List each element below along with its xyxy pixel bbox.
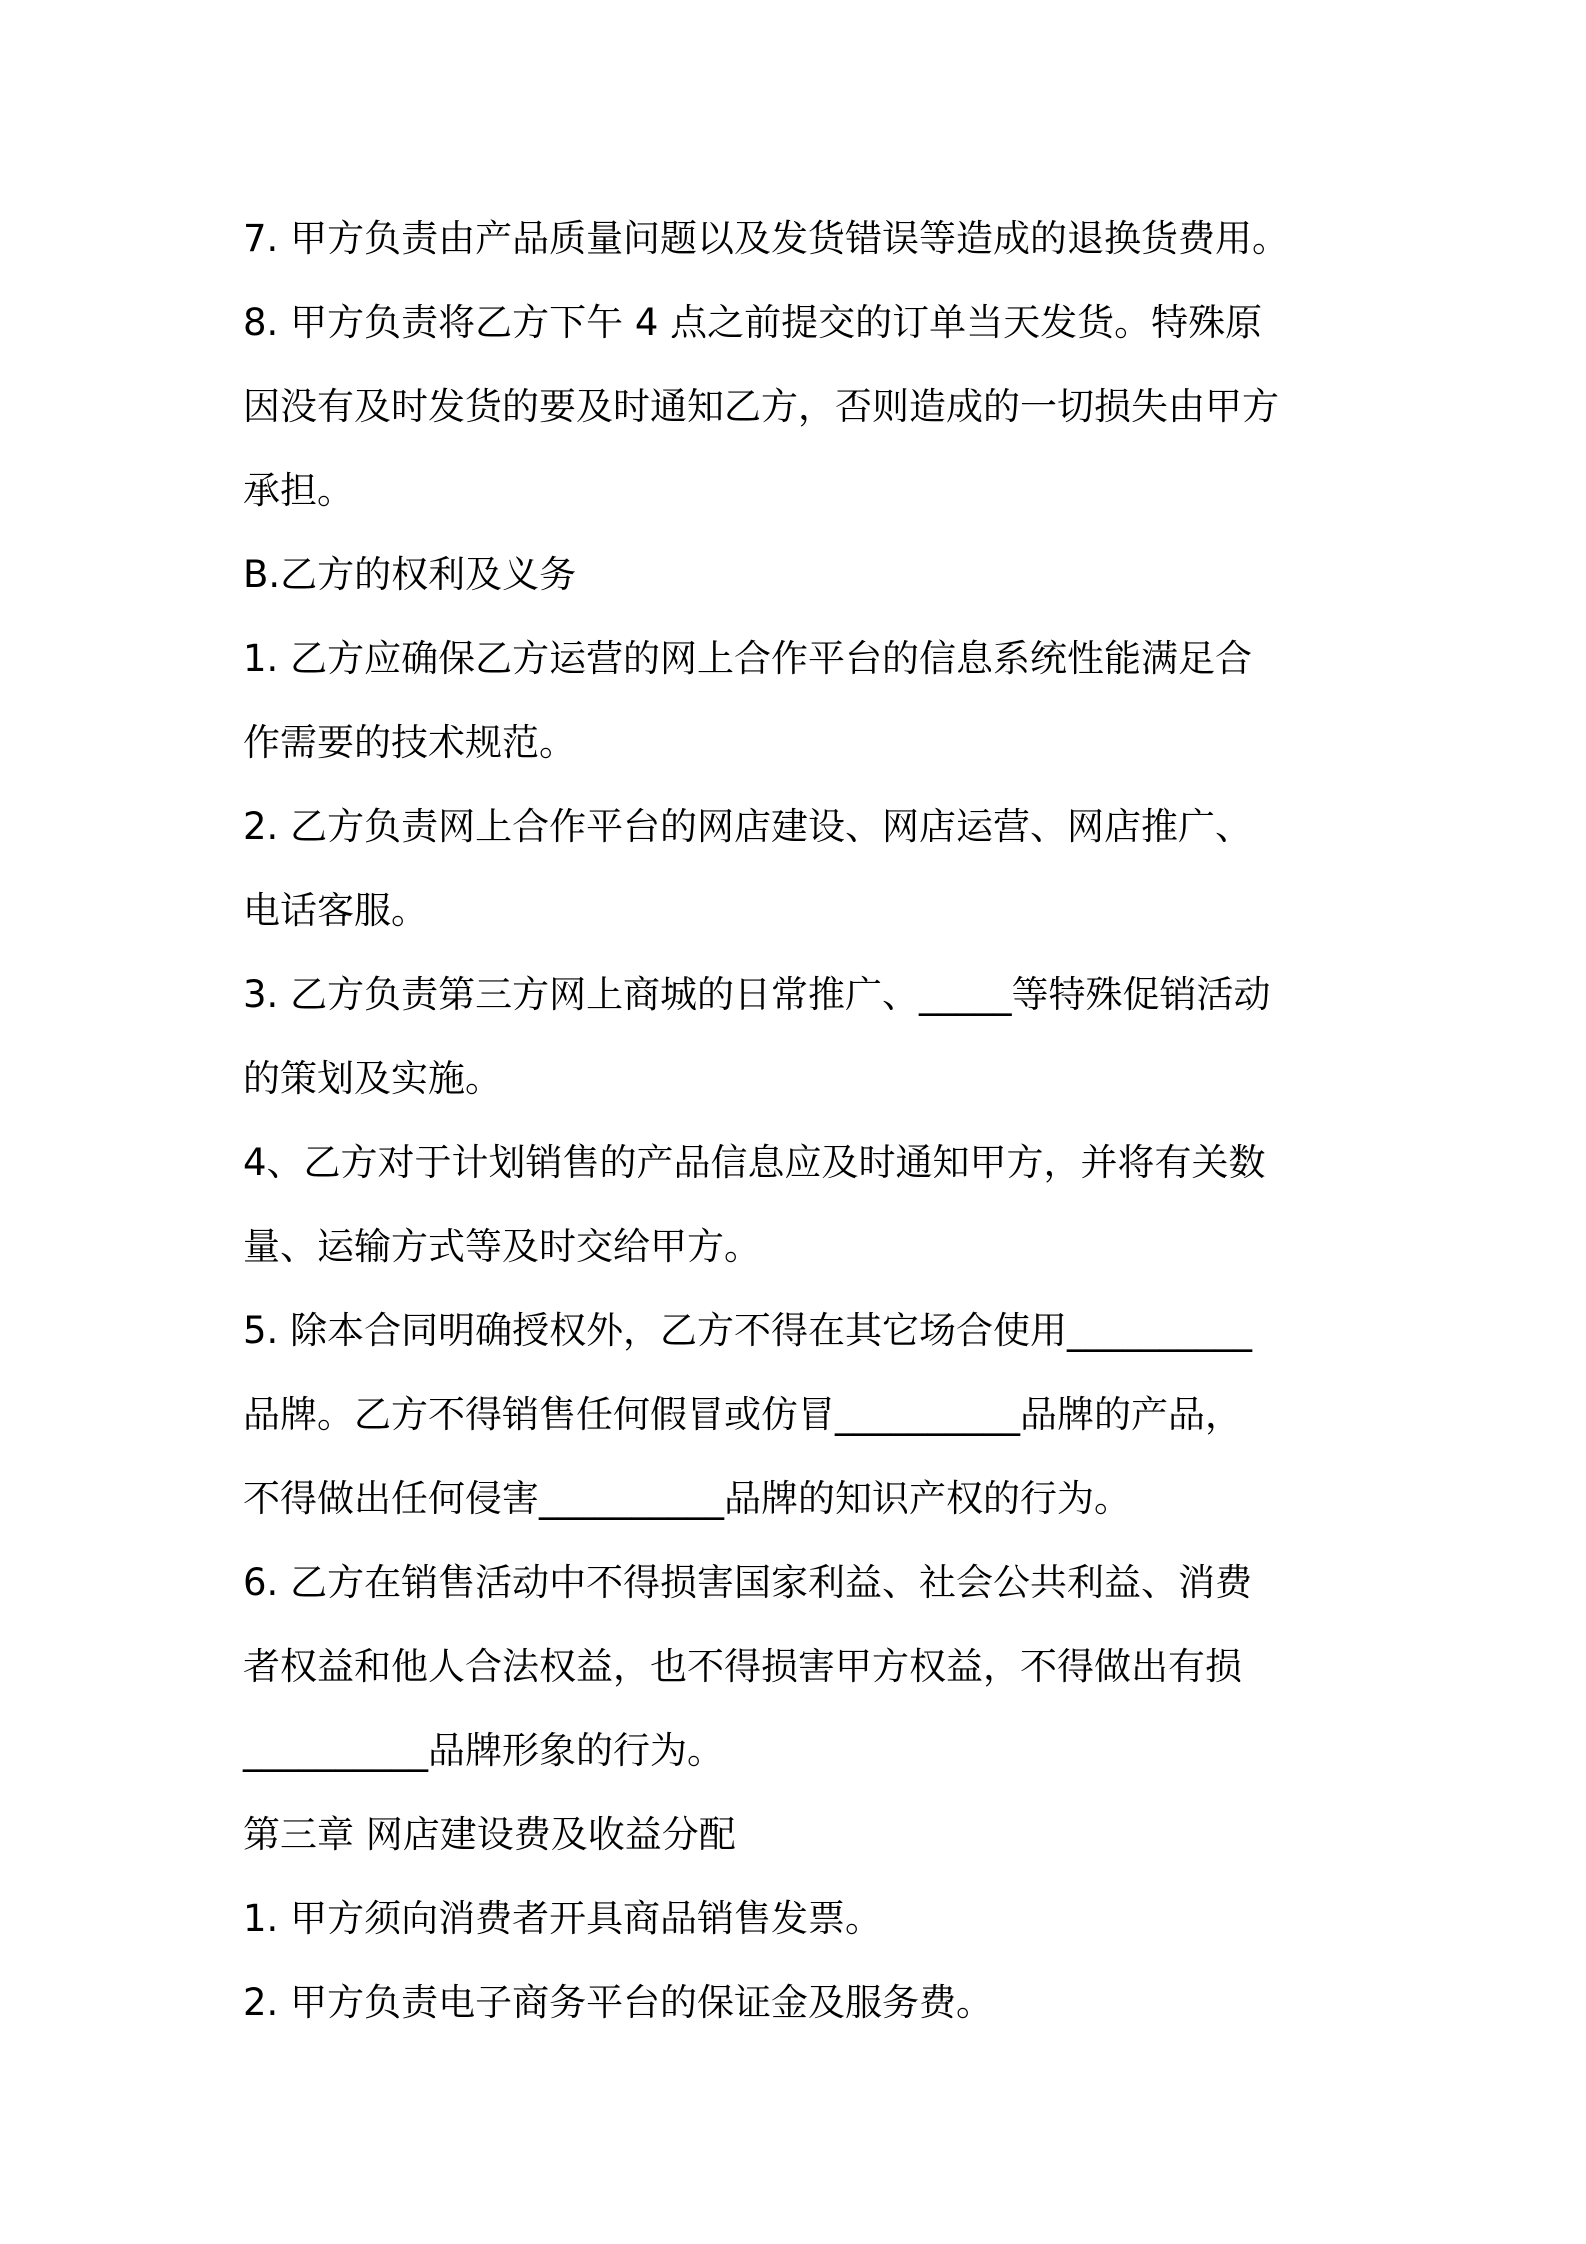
clause-a8-line2: 因没有及时发货的要及时通知乙方，否则造成的一切损失由甲方 [243, 385, 1279, 428]
clause-b2-line2: 电话客服。 [243, 889, 428, 932]
clause-b5-line1: 5. 除本合同明确授权外，乙方不得在其它场合使用__________ [243, 1309, 1253, 1352]
clause-b5-line2: 品牌。乙方不得销售任何假冒或仿冒__________品牌的产品， [243, 1393, 1242, 1436]
clause-c1: 1. 甲方须向消费者开具商品销售发票。 [243, 1897, 883, 1940]
clause-b6-line2: 者权益和他人合法权益，也不得损害甲方权益，不得做出有损 [243, 1645, 1242, 1688]
clause-b4-line1: 4、乙方对于计划销售的产品信息应及时通知甲方，并将有关数 [243, 1141, 1266, 1184]
clause-b6-line1: 6. 乙方在销售活动中不得损害国家利益、社会公共利益、消费 [243, 1561, 1253, 1604]
chapter-3-heading: 第三章 网店建设费及收益分配 [243, 1813, 736, 1856]
clause-b1-line1: 1. 乙方应确保乙方运营的网上合作平台的信息系统性能满足合 [243, 637, 1253, 680]
contract-text [243, 197, 1363, 2045]
clause-b5-line3: 不得做出任何侵害__________品牌的知识产权的行为。 [243, 1477, 1131, 1520]
section-b-heading: B.乙方的权利及义务 [243, 553, 577, 596]
clause-c2: 2. 甲方负责电子商务平台的保证金及服务费。 [243, 1981, 994, 2024]
clause-a8-line1: 8. 甲方负责将乙方下午 4 点之前提交的订单当天发货。特殊原 [243, 301, 1263, 344]
clause-a7: 7. 甲方负责由产品质量问题以及发货错误等造成的退换货费用。 [243, 217, 1290, 260]
clause-b1-line2: 作需要的技术规范。 [243, 721, 576, 764]
clause-a8-line3: 承担。 [243, 469, 354, 512]
clause-b2-line1: 2. 乙方负责网上合作平台的网店建设、网店运营、网店推广、 [243, 805, 1253, 848]
clause-b6-line3: __________品牌形象的行为。 [243, 1729, 724, 1772]
clause-b3-line2: 的策划及实施。 [243, 1057, 502, 1100]
clause-b3-line1: 3. 乙方负责第三方网上商城的日常推广、_____等特殊促销活动 [243, 973, 1271, 1016]
clause-b4-line2: 量、运输方式等及时交给甲方。 [243, 1225, 761, 1268]
